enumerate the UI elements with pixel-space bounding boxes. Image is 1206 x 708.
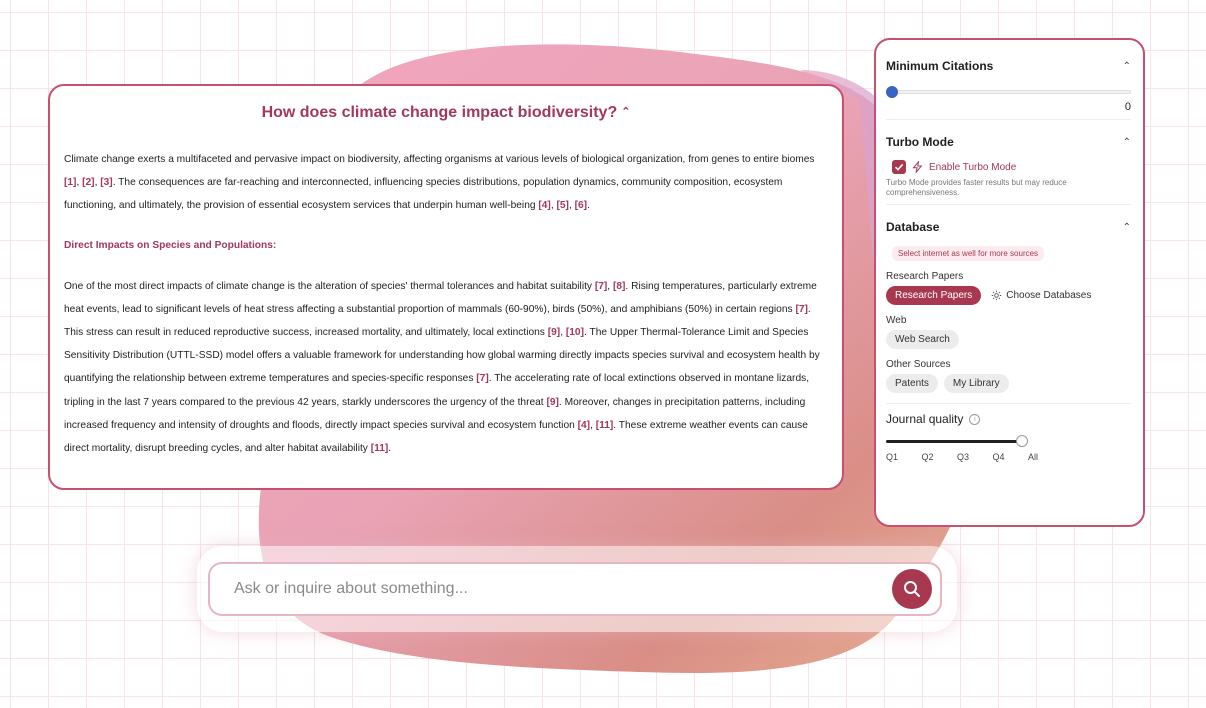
answer-text: Climate change exerts a multifaceted and pervasive impact on biodiversity, affecting organisms at various levels of biological organization, from genes to entire biomes: [64, 154, 815, 165]
search-bar: [208, 562, 942, 616]
checkmark-icon: [894, 162, 904, 172]
citation-link[interactable]: [8]: [612, 280, 626, 292]
answer-text: . The accelerating rate of local extinctions observed in montane lizards, tripling in the last 7 years compared to the previous 42 years, starkly underscores the urgency of the threat: [64, 373, 810, 408]
slider-handle[interactable]: [1016, 435, 1028, 447]
turbo-mode-checkbox[interactable]: [892, 160, 906, 174]
filter-panel: [874, 38, 1145, 527]
answer-body-paragraph: One of the most direct impacts of climate change is the alteration of species' thermal tolerances and habitat suitability [7], [8]. Rising temperatures, particularly extreme heat events, lead to significant levels of heat stress affecting a substantial proportion of mammals (60-90%), birds (50%), and amphibians (50%) in certain regions [7]. This stress can result in reduced reproductive success, increased mortality, and ultimately, local extinctions [9], [10]. The Upper Thermal-Tolerance Limit and Species Sensitivity Distribution (UTTL-SSD) model offers a valuable framework for understanding how global warming directly impacts species survival and ecosystem health by quantifying the relationship between extreme temperatures and species-specific responses [7]. The accelerating rate of local extinctions observed in montane lizards, tripling in the last 7 years compared to the previous 42 years, starkly underscores the urgency of the threat [9]. Moreover, changes in precipitation patterns, including increased frequency and intensity of droughts and floods, directly impact species survival and ecosystem function [4], [11]. These extreme weather events can cause direct mortality, disrupt breeding cycles, and alter habitat availability [11].: [64, 280, 820, 455]
chevron-up-icon[interactable]: ⌃: [1122, 60, 1131, 72]
web-label: Web: [886, 315, 907, 326]
search-input[interactable]: [234, 580, 892, 598]
slider-handle[interactable]: [886, 86, 898, 98]
tick-label: Q3: [956, 452, 969, 462]
journal-quality-slider[interactable]: [886, 436, 1028, 448]
min-citations-slider[interactable]: [886, 84, 1131, 98]
citation-link[interactable]: [9]: [546, 396, 559, 408]
tick-label: Q1: [886, 452, 899, 462]
answer-text: . These extreme weather events can cause direct mortality, disrupt breeding cycles, and alter habitat availability: [64, 419, 808, 455]
search-icon: [903, 580, 921, 598]
citation-link[interactable]: [11]: [370, 443, 389, 455]
divider: [886, 204, 1131, 205]
web-search-chip[interactable]: Web Search: [886, 330, 959, 349]
slider-track[interactable]: [886, 90, 1131, 94]
answer-title-text: How does climate change impact biodiversity?: [261, 104, 618, 121]
turbo-mode-title: Turbo Mode: [886, 135, 954, 149]
research-papers-chip[interactable]: Research Papers: [886, 286, 981, 305]
citation-link[interactable]: [9]: [547, 327, 561, 339]
choose-databases-label: Choose Databases: [1006, 290, 1092, 301]
divider: [886, 403, 1131, 404]
tick-label: Q4: [992, 452, 1005, 462]
chevron-up-icon[interactable]: ⌃: [1122, 221, 1131, 233]
answer-text: . Moreover, changes in precipitation patterns, including increased frequency and intensity of droughts and floods, directly impact species survival and ecosystem function: [64, 396, 806, 431]
research-papers-row: [886, 286, 1131, 305]
citation-link[interactable]: [7]: [476, 373, 489, 385]
min-citations-header[interactable]: [886, 50, 1131, 82]
journal-quality-ticks: [886, 452, 1038, 462]
answer-section-heading: Direct Impacts on Species and Populations:: [64, 239, 277, 251]
answer-text: . The consequences are far-reaching and interconnected, influencing species distributions, population dynamics, community composition, ecosystem functioning, and ultimately, the provision of essential ecosystem services that underpin human well-being: [64, 177, 783, 212]
min-citations-title: Minimum Citations: [886, 59, 994, 73]
citation-link[interactable]: [6]: [574, 200, 588, 212]
lightning-icon: [912, 161, 923, 173]
database-header[interactable]: [886, 211, 1131, 243]
chevron-up-icon[interactable]: ⌃: [1122, 136, 1131, 148]
answer-text: One of the most direct impacts of climate change is the alteration of species' thermal tolerances and habitat suitability: [64, 280, 595, 292]
journal-quality-title: Journal quality: [886, 412, 964, 426]
turbo-mode-toggle[interactable]: [886, 160, 1131, 174]
slider-track[interactable]: [886, 440, 1022, 443]
journal-quality-header: [886, 412, 1131, 426]
citation-link[interactable]: [7]: [594, 280, 608, 292]
internet-sources-note: Select internet as well for more sources: [892, 246, 1044, 261]
tick-label: Q2: [921, 452, 934, 462]
answer-title[interactable]: [64, 104, 828, 122]
my-library-chip[interactable]: My Library: [944, 374, 1009, 393]
tick-label: All: [1027, 452, 1038, 462]
patents-chip[interactable]: Patents: [886, 374, 938, 393]
citation-link[interactable]: [4]: [577, 419, 591, 431]
info-icon[interactable]: i: [969, 414, 980, 425]
search-button[interactable]: [892, 569, 932, 609]
other-sources-label: Other Sources: [886, 359, 951, 370]
answer-intro-paragraph: Climate change exerts a multifaceted and pervasive impact on biodiversity, affecting organisms at various levels of biological organization, from genes to entire biomes [1], [2], [3]. The consequences are far-reaching and interconnected, influencing species distributions, population dynamics, community composition, ecosystem functioning, and ultimately, the provision of essential ecosystem services that underpin human well-being [4], [5], [6].: [64, 154, 815, 212]
research-papers-label: Research Papers: [886, 271, 964, 282]
citation-link[interactable]: [7]: [795, 303, 808, 315]
citation-link[interactable]: [4]: [538, 200, 551, 212]
citation-link[interactable]: [3]: [100, 177, 113, 189]
database-title: Database: [886, 220, 940, 234]
gear-icon: [991, 290, 1002, 301]
turbo-mode-label: Enable Turbo Mode: [929, 161, 1017, 173]
answer-text: . Rising temperatures, particularly extreme heat events, lead to significant levels of heat stress affecting a substantial proportion of mammals (60-90%), birds (50%), and amphibians (50%) in certain regions: [64, 280, 817, 315]
answer-text: .: [388, 443, 392, 455]
citation-link[interactable]: [11]: [595, 419, 614, 431]
turbo-mode-header[interactable]: [886, 126, 1131, 158]
other-sources-row: [886, 374, 1131, 393]
answer-card: [48, 84, 844, 490]
answer-text: . The Upper Thermal-Tolerance Limit and Species Sensitivity Distribution (UTTL-SSD) model offers a valuable framework for understanding how global warming directly impacts species survival and ecosystem health by quantifying the relationship between extreme temperatures and species-specific responses: [64, 327, 820, 385]
choose-databases-button[interactable]: [991, 290, 1091, 301]
citation-link[interactable]: [2]: [82, 177, 95, 189]
citation-link[interactable]: [10]: [565, 327, 584, 339]
citation-link[interactable]: [5]: [556, 200, 569, 212]
min-citations-value: 0: [1124, 101, 1131, 113]
answer-text: . This stress can result in reduced reproductive success, increased mortality, and ultimately, local extinctions: [64, 303, 811, 339]
chevron-up-icon[interactable]: ⌃: [621, 106, 631, 118]
turbo-mode-help: Turbo Mode provides faster results but may reduce comprehensiveness.: [886, 178, 1067, 197]
web-row: [886, 330, 1131, 349]
answer-text: .: [587, 200, 590, 212]
divider: [886, 119, 1131, 120]
citation-link[interactable]: [1]: [64, 177, 77, 189]
